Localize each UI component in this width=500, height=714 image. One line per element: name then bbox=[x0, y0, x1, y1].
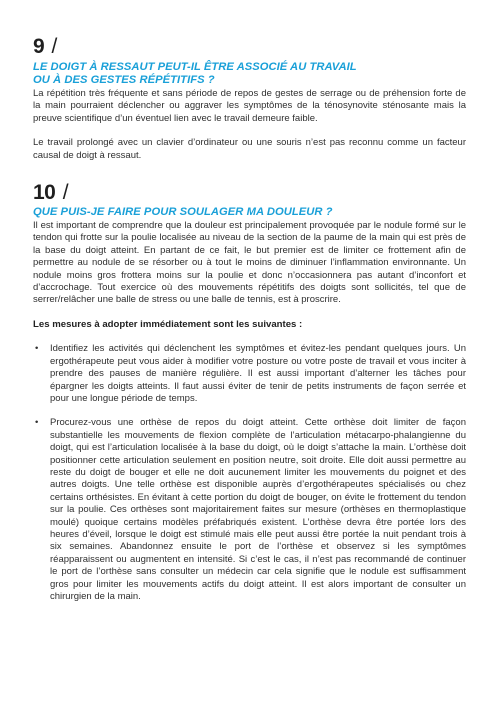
section-10-heading: QUE PUIS-JE FAIRE POUR SOULAGER MA DOULEUR ? bbox=[33, 206, 333, 219]
section-10-slash: / bbox=[62, 181, 69, 205]
list-item bbox=[33, 417, 466, 603]
section-10-number-value: 10 bbox=[33, 181, 56, 205]
measures-list bbox=[33, 343, 466, 603]
list-item-text: Identifiez les activités qui déclenchent les symptômes et évitez-les pendant quelques jours. Un ergothérapeute peut vous aider à modifier votre posture ou votre poste de travail et vous inciter à prendre des pauses de manière régulière. Il est aussi important d’alterner les tâches pour épargner les doigts atteints. Il faut aussi éviter de tenir de petits instruments de façon serrée et pour une longue période de temps. bbox=[50, 343, 466, 404]
section-10-paragraph-1: Il est important de comprendre que la douleur est principalement provoquée par le nodule formé sur le tendon qui frotte sur la poulie localisée au niveau de la section de la paume de la main qui est près de la base du doigt atteint. En partant de ce fait, le but premier est de limiter ce frottement afin de permettre au nodule de se résorber ou à tout le moins de diminuer l’inflammation environnante. Un nodule moins gros frottera moins sur la poulie et donc n’occasionnera pas autant d’inconfort et d’accrochage. Tout exercice où des mouvements répétitifs des doigts sont sollicités, tel que de serrer/relâcher une balle de stress ou une balle de tennis, est à proscrire. bbox=[33, 220, 466, 306]
section-10-number bbox=[33, 182, 466, 204]
section-9-heading bbox=[33, 61, 466, 87]
section-9-number bbox=[33, 36, 466, 58]
section-9-heading-line2: OU À DES GESTES RÉPÉTITIFS ? bbox=[33, 74, 215, 86]
section-9-heading-line1: LE DOIGT À RESSAUT PEUT-IL ÊTRE ASSOCIÉ AU TRAVAIL bbox=[33, 61, 357, 73]
bullet-icon: • bbox=[35, 343, 39, 355]
section-9-paragraph-2: Le travail prolongé avec un clavier d’ordinateur ou une souris n’est pas reconnu comme un facteur causal de doigt à ressaut. bbox=[33, 137, 466, 161]
section-9-paragraph-1: La répétition très fréquente et sans période de repos de gestes de serrage ou de préhension forte de la main pourraient déclencher ou aggraver les symptômes de la ténosynovite sténosante mais la preuve scientifique d’un éventuel lien avec le travail demeure faible. bbox=[33, 88, 466, 124]
bullet-icon: • bbox=[35, 417, 39, 429]
section-9-number-value: 9 bbox=[33, 35, 45, 58]
measures-title: Les mesures à adopter immédiatement sont les suivantes : bbox=[33, 318, 303, 330]
list-item bbox=[33, 343, 466, 405]
section-9-slash: / bbox=[51, 35, 57, 58]
list-item-text: Procurez-vous une orthèse de repos du doigt atteint. Cette orthèse doit limiter de façon substantielle les mouvements de flexion complète de l’articulation métacarpo-phalangienne du doigt, qui est l’articulation localisée à la base du doigt, où le doigt s’attache la main. L’orthèse doit positionner cette articulation seulement en position neutre, soit droite. Elle doit aussi permettre au reste du doigt de bouger et elle ne doit aucunement limiter les mouvements du poignet et des autres doigts. Une telle orthèse est disponible auprès d’ergothérapeutes spécialisés ou chez certains orthésistes. En évitant à cette portion du doigt de bouger, on évite le frottement du tendon sur la poulie. Ces orthèses sont majoritairement faites sur mesure (orthèses en thermoplastique moulé) quoique certains modèles préfabriqués existent. L’orthèse devra être portée lors des heures d’éveil, lorsque le doigt est stimulé mais elle peut aussi être portée la nuit pendant trois à six semaines. Abandonnez ensuite le port de l’orthèse et observez si les symptômes réapparaissent ou augmentent en intensité. Si c’est le cas, il n’est pas recommandé de continuer le port de l’orthèse sans consulter un médecin car cela signifie que le nodule est suffisamment gros pour limiter les mouvements actifs du doigt atteint. Il est alors important de consulter un chirurgien de la main. bbox=[50, 417, 466, 602]
